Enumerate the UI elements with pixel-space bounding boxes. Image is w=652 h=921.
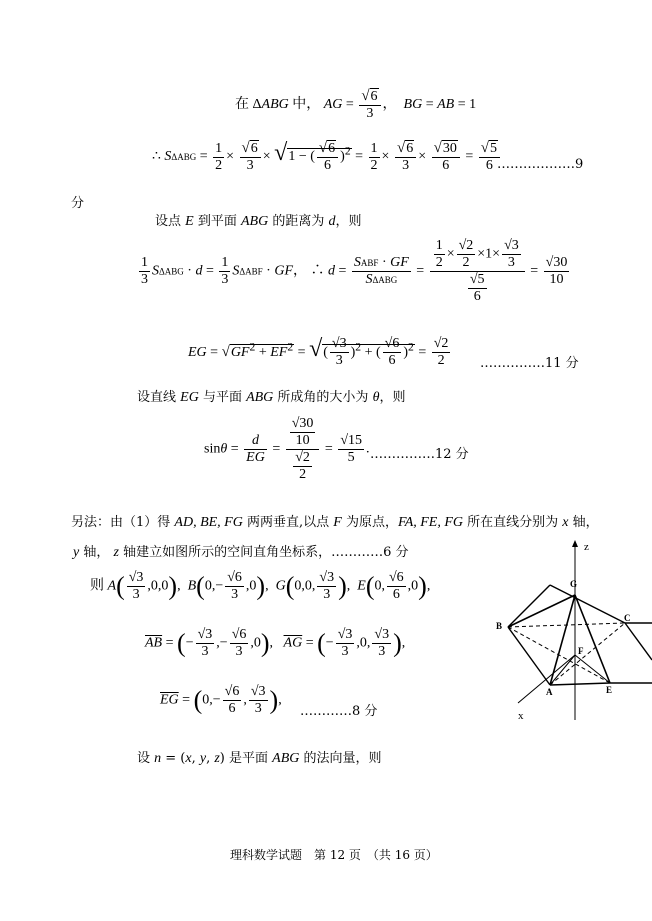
line-area-triangle-intro: 在 ΔABG 中， AG = $\frac{√6}{3}$ ， BG = AB = 1 xyxy=(235,88,477,121)
coordinate-figure xyxy=(490,535,652,730)
line-normal-vector: 设 n = (x, y, z) 是平面 ABG 的法向量，则 xyxy=(137,751,382,766)
line-point-coords: 则 A( $\frac{√3}{3}$ ,0,0), B(0,− $\frac{√6}{3}$ ,0), G(0,0, $\frac{√3}{3}$ ), E(0, $\frac{√6}{6}$ ,0), xyxy=(90,570,431,602)
line-coord-system: y 轴， z 轴建立如图所示的空间直角坐标系，…………6 分 xyxy=(73,545,409,560)
label-x: x xyxy=(518,710,524,722)
line-alt-method: 另法：由（1）得 AD, BE, FG 两两垂直,以点 F 为原点，FA, FE, FG 所在直线分别为 x 轴， xyxy=(71,515,599,530)
dots-9: ………………9 xyxy=(497,157,584,172)
coordinate-figure-svg xyxy=(490,535,652,730)
dots-8: …………8 分 xyxy=(300,704,378,719)
dots-12: ……………12 分 xyxy=(370,447,469,462)
line-fen: 分 xyxy=(71,196,85,211)
line-vectors-ab-ag: $\overline{AB}$ = (− $\frac{√3}{3}$ ,− $\frac{√6}{3}$ ,0), $\overline{AG}$ = (− $\frac{√3}{3}$ ,0, $\frac{√3}{3}$ ), xyxy=(145,627,406,659)
label-a: A xyxy=(546,687,553,697)
line-distance-intro: 设点 E 到平面 ABG 的距离为 d，则 xyxy=(155,214,362,229)
label-c: C xyxy=(624,613,631,623)
line-area-formula: ∴ SΔABG = $\frac{1}{2}$ × $\frac{√6}{3}$ × √1 − ( $\frac{√6}{6}$ )$^2$ = $\frac{1}{2}$ × $\frac{√6}{3}$ × $\frac{√30}{6}$ = $\frac{√5}{6}$ xyxy=(152,140,502,174)
line-eg-length: EG = $√GF^2 + EF^2$ = √( $\frac{√3}{3}$ )$^2$ + ( $\frac{√6}{6}$ )$^2$ = $\frac{√2}{2}$ xyxy=(188,336,449,369)
line-sin-theta: sinθ = $\frac{d}{EG}$ = $\frac{\frac{√30}{10}}{\frac{√2}{2}}$ = $\frac{√15}{5}$ . xyxy=(204,416,370,482)
label-e: E xyxy=(606,685,613,695)
label-b: B xyxy=(496,621,503,631)
line-vector-eg: $\overline{EG} = (0,-$ $\frac{√6}{6}$ , $\frac{√3}{3}$ ), xyxy=(160,684,282,716)
line-volume-equality: $\frac{1}{3}$ SΔABG · d = $\frac{1}{3}$ SΔABF · GF， ∴ d = $\frac{\text{SABF · GF}}{\text{SΔABG}}$ = $\frac{1}{2}$ × $\frac{√2}{2}$ ×1× $\frac{√3}{3}$ $\frac{√5}{6}$ = $\frac{√30}{10}$ xyxy=(141,238,568,304)
line-angle-intro: 设直线 EG 与平面 ABG 所成角的大小为 θ，则 xyxy=(137,390,406,405)
label-g: G xyxy=(570,579,578,589)
page-footer: 理科数学试题 第 12 页 （共 16 页） xyxy=(230,848,438,862)
label-f: F xyxy=(578,646,584,656)
label-z: z xyxy=(584,541,589,553)
dots-11: ……………11 分 xyxy=(480,356,579,371)
